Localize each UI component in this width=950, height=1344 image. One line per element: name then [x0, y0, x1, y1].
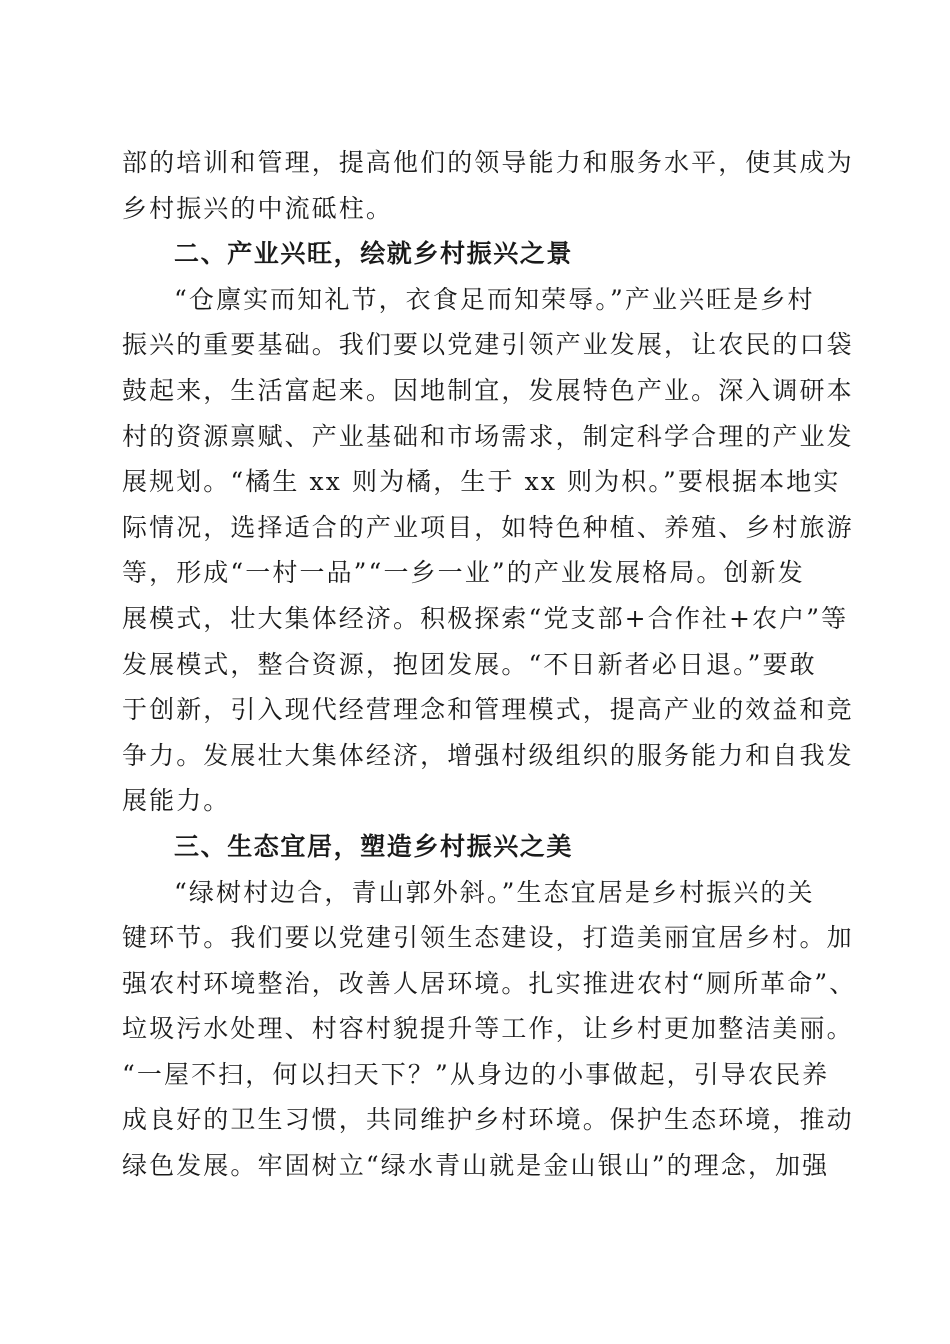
body-line: 际情况，选择适合的产业项目，如特色种植、养殖、乡村旅游	[122, 512, 854, 542]
body-line: 等，形成“一村一品”“一乡一业”的产业发展格局。创新发	[122, 558, 805, 588]
body-line: 部的培训和管理，提高他们的领导能力和服务水平，使其成为	[122, 148, 854, 177]
body-line: 鼓起来，生活富起来。因地制宜，发展特色产业。深入调研本	[122, 375, 854, 405]
body-line: 于创新，引入现代经营理念和管理模式，提高产业的效益和竞	[122, 695, 854, 725]
body-line: 键环节。我们要以党建引领生态建设，打造美丽宜居乡村。加	[122, 923, 854, 953]
body-line: 乡村振兴的中流砥柱。	[122, 193, 394, 223]
paragraph-first-line: “绿树村边合，青山郭外斜。”生态宜居是乡村振兴的关	[174, 877, 815, 907]
body-line: “一屋不扫，何以扫天下？”从身边的小事做起，引导农民养	[122, 1059, 830, 1089]
body-line: 争力。发展壮大集体经济，增强村级组织的服务能力和自我发	[122, 740, 854, 770]
body-line: 发展模式，整合资源，抱团发展。“不日新者必日退。”要敢	[122, 649, 817, 679]
body-line: 村的资源禀赋、产业基础和市场需求，制定科学合理的产业发	[122, 421, 854, 451]
section-heading-3: 三、生态宜居，塑造乡村振兴之美	[174, 831, 574, 861]
body-line: 展模式，壮大集体经济。积极探索“党支部+合作社+农户”等	[122, 603, 849, 633]
body-line: 展规划。“橘生 xx 则为橘，生于 xx 则为枳。”要根据本地实	[122, 467, 841, 497]
body-line: 强农村环境整治，改善人居环境。扎实推进农村“厕所革命”、	[122, 968, 857, 998]
paragraph-first-line: “仓廪实而知礼节，衣食足而知荣辱。”产业兴旺是乡村	[174, 284, 815, 314]
section-heading-2: 二、产业兴旺，绘就乡村振兴之景	[174, 239, 574, 269]
document-page	[122, 140, 857, 1189]
body-line: 成良好的卫生习惯，共同维护乡村环境。保护生态环境，推动	[122, 1105, 854, 1135]
body-line: 振兴的重要基础。我们要以党建引领产业发展，让农民的口袋	[122, 330, 854, 360]
body-line: 垃圾污水处理、村容村貌提升等工作，让乡村更加整洁美丽。	[122, 1014, 854, 1044]
body-line: 绿色发展。牢固树立“绿水青山就是金山银山”的理念，加强	[122, 1151, 830, 1181]
body-line: 展能力。	[122, 786, 231, 816]
